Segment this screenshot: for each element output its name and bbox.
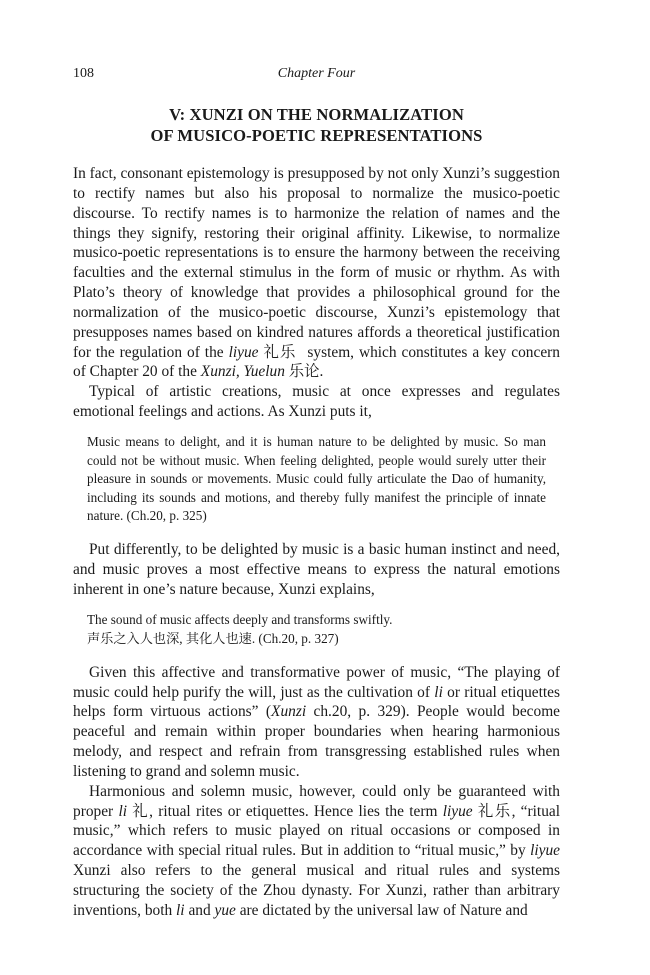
- chapter-title: Chapter Four: [277, 66, 356, 81]
- block-quote-2-line-1: The sound of music affects deeply and transforms swiftly.: [87, 612, 393, 628]
- block-quote-1: Music means to delight, and it is human nature to be delighted by music. So man could not be without music. When feeling delighted, people would surely utter their pleasure in sounds or movements. Music could fully articulate the Dao of humanity, including its sounds and motions, and thereby fully manifest the principle of innate nature. (Ch.20, p. 325): [87, 433, 546, 524]
- paragraph-1-text-b: system, which constitutes a key concern of Chapter 20 of the: [73, 343, 560, 381]
- section-heading-line-2: OF MUSICO-POETIC REPRESENTATIONS: [150, 126, 483, 145]
- paragraph-2: Typical of artistic creations, music at once expresses and regulates emotional feelings and actions. As Xunzi puts it,: [73, 383, 560, 421]
- paragraph-4-text-a: Given this affective and transformative power of music, “The playing of music could help purify the will, just as the cultivation of: [73, 663, 560, 701]
- block-quote-2: [87, 611, 546, 648]
- paragraph-5: [73, 782, 560, 921]
- paragraph-4-text-b: or ritual etiquettes helps form virtuous actions” (: [73, 683, 560, 721]
- book-page: [73, 66, 560, 921]
- running-head: [73, 66, 560, 88]
- chinese-li: 礼: [127, 802, 150, 820]
- paragraph-5-text-f: are dictated by the universal law of Nature and: [235, 901, 528, 919]
- paragraph-5-text-a: Harmonious and solemn music, however, could only be guaranteed with proper: [73, 782, 560, 820]
- paragraph-4: [73, 663, 560, 782]
- term-li: li: [176, 901, 185, 919]
- chinese-yuelun: 乐论: [288, 363, 320, 381]
- term-li: li: [118, 802, 128, 820]
- book-title-xunzi: Xunzi: [271, 703, 307, 721]
- page-number: 108: [73, 66, 94, 81]
- paragraph-5-text-c: , “ritual music,” which refers to music played on ritual occasions or composed in accordance with special ritual rules. But in addition to “ritual music,” by: [73, 802, 560, 860]
- block-quote-2-line-2: 声乐之入人也深, 其化人也速. (Ch.20, p. 327): [87, 631, 339, 647]
- term-liyue: liyue: [442, 802, 473, 820]
- paragraph-5-text-b: , ritual rites or etiquettes. Hence lies the term: [149, 802, 443, 820]
- term-liyue: liyue: [228, 343, 259, 361]
- chinese-liyue: 礼乐: [477, 802, 512, 820]
- paragraph-1-text-a: In fact, consonant epistemology is presupposed by not only Xunzi’s suggestion to rectify names but also his proposal to normalize the musico-poetic discourse. To rectify names is to harmonize the relation of names and the things they signify, restoring their original affinity. Likewise, to normalize musico-poetic representations is to ensure the harmony between the receiving faculties and the external stimulus in the form of music or rhythm. As with Plato’s theory of knowledge that provides a philosophical ground for the normalization of the musico-poetic discourse, Xunzi’s epistemology that presupposes names based on kindred natures affords a theoretical justification for the regulation of the: [73, 165, 560, 361]
- paragraph-4-text-c: ch.20, p. 329). People would become peaceful and remain within proper boundaries when hearing harmonious melody, and respect and refrain from transgressing established rules when listening to grand and solemn music.: [73, 703, 560, 780]
- term-yue: yue: [214, 901, 236, 919]
- paragraph-5-text-d: Xunzi also refers to the general musical and ritual rules and systems structuring the society of the Zhou dynasty. For Xunzi, rather than arbitrary inventions, both: [73, 862, 560, 919]
- paragraph-3: Put differently, to be delighted by music is a basic human instinct and need, and music proves a most effective means to express the natural emotions inherent in one’s nature because, Xunzi explains,: [73, 540, 560, 598]
- section-heading: [73, 104, 560, 146]
- term-li: li: [434, 683, 443, 701]
- paragraph-1: [73, 164, 560, 382]
- term-liyue: liyue: [530, 842, 560, 860]
- section-heading-line-1: V: XUNZI ON THE NORMALIZATION: [169, 105, 464, 124]
- book-title-xunzi-yuelun: Xunzi, Yuelun: [200, 363, 285, 381]
- paragraph-1-text-c: .: [319, 363, 324, 381]
- chinese-liyue: 礼乐: [263, 343, 297, 361]
- paragraph-5-text-e: and: [184, 901, 215, 919]
